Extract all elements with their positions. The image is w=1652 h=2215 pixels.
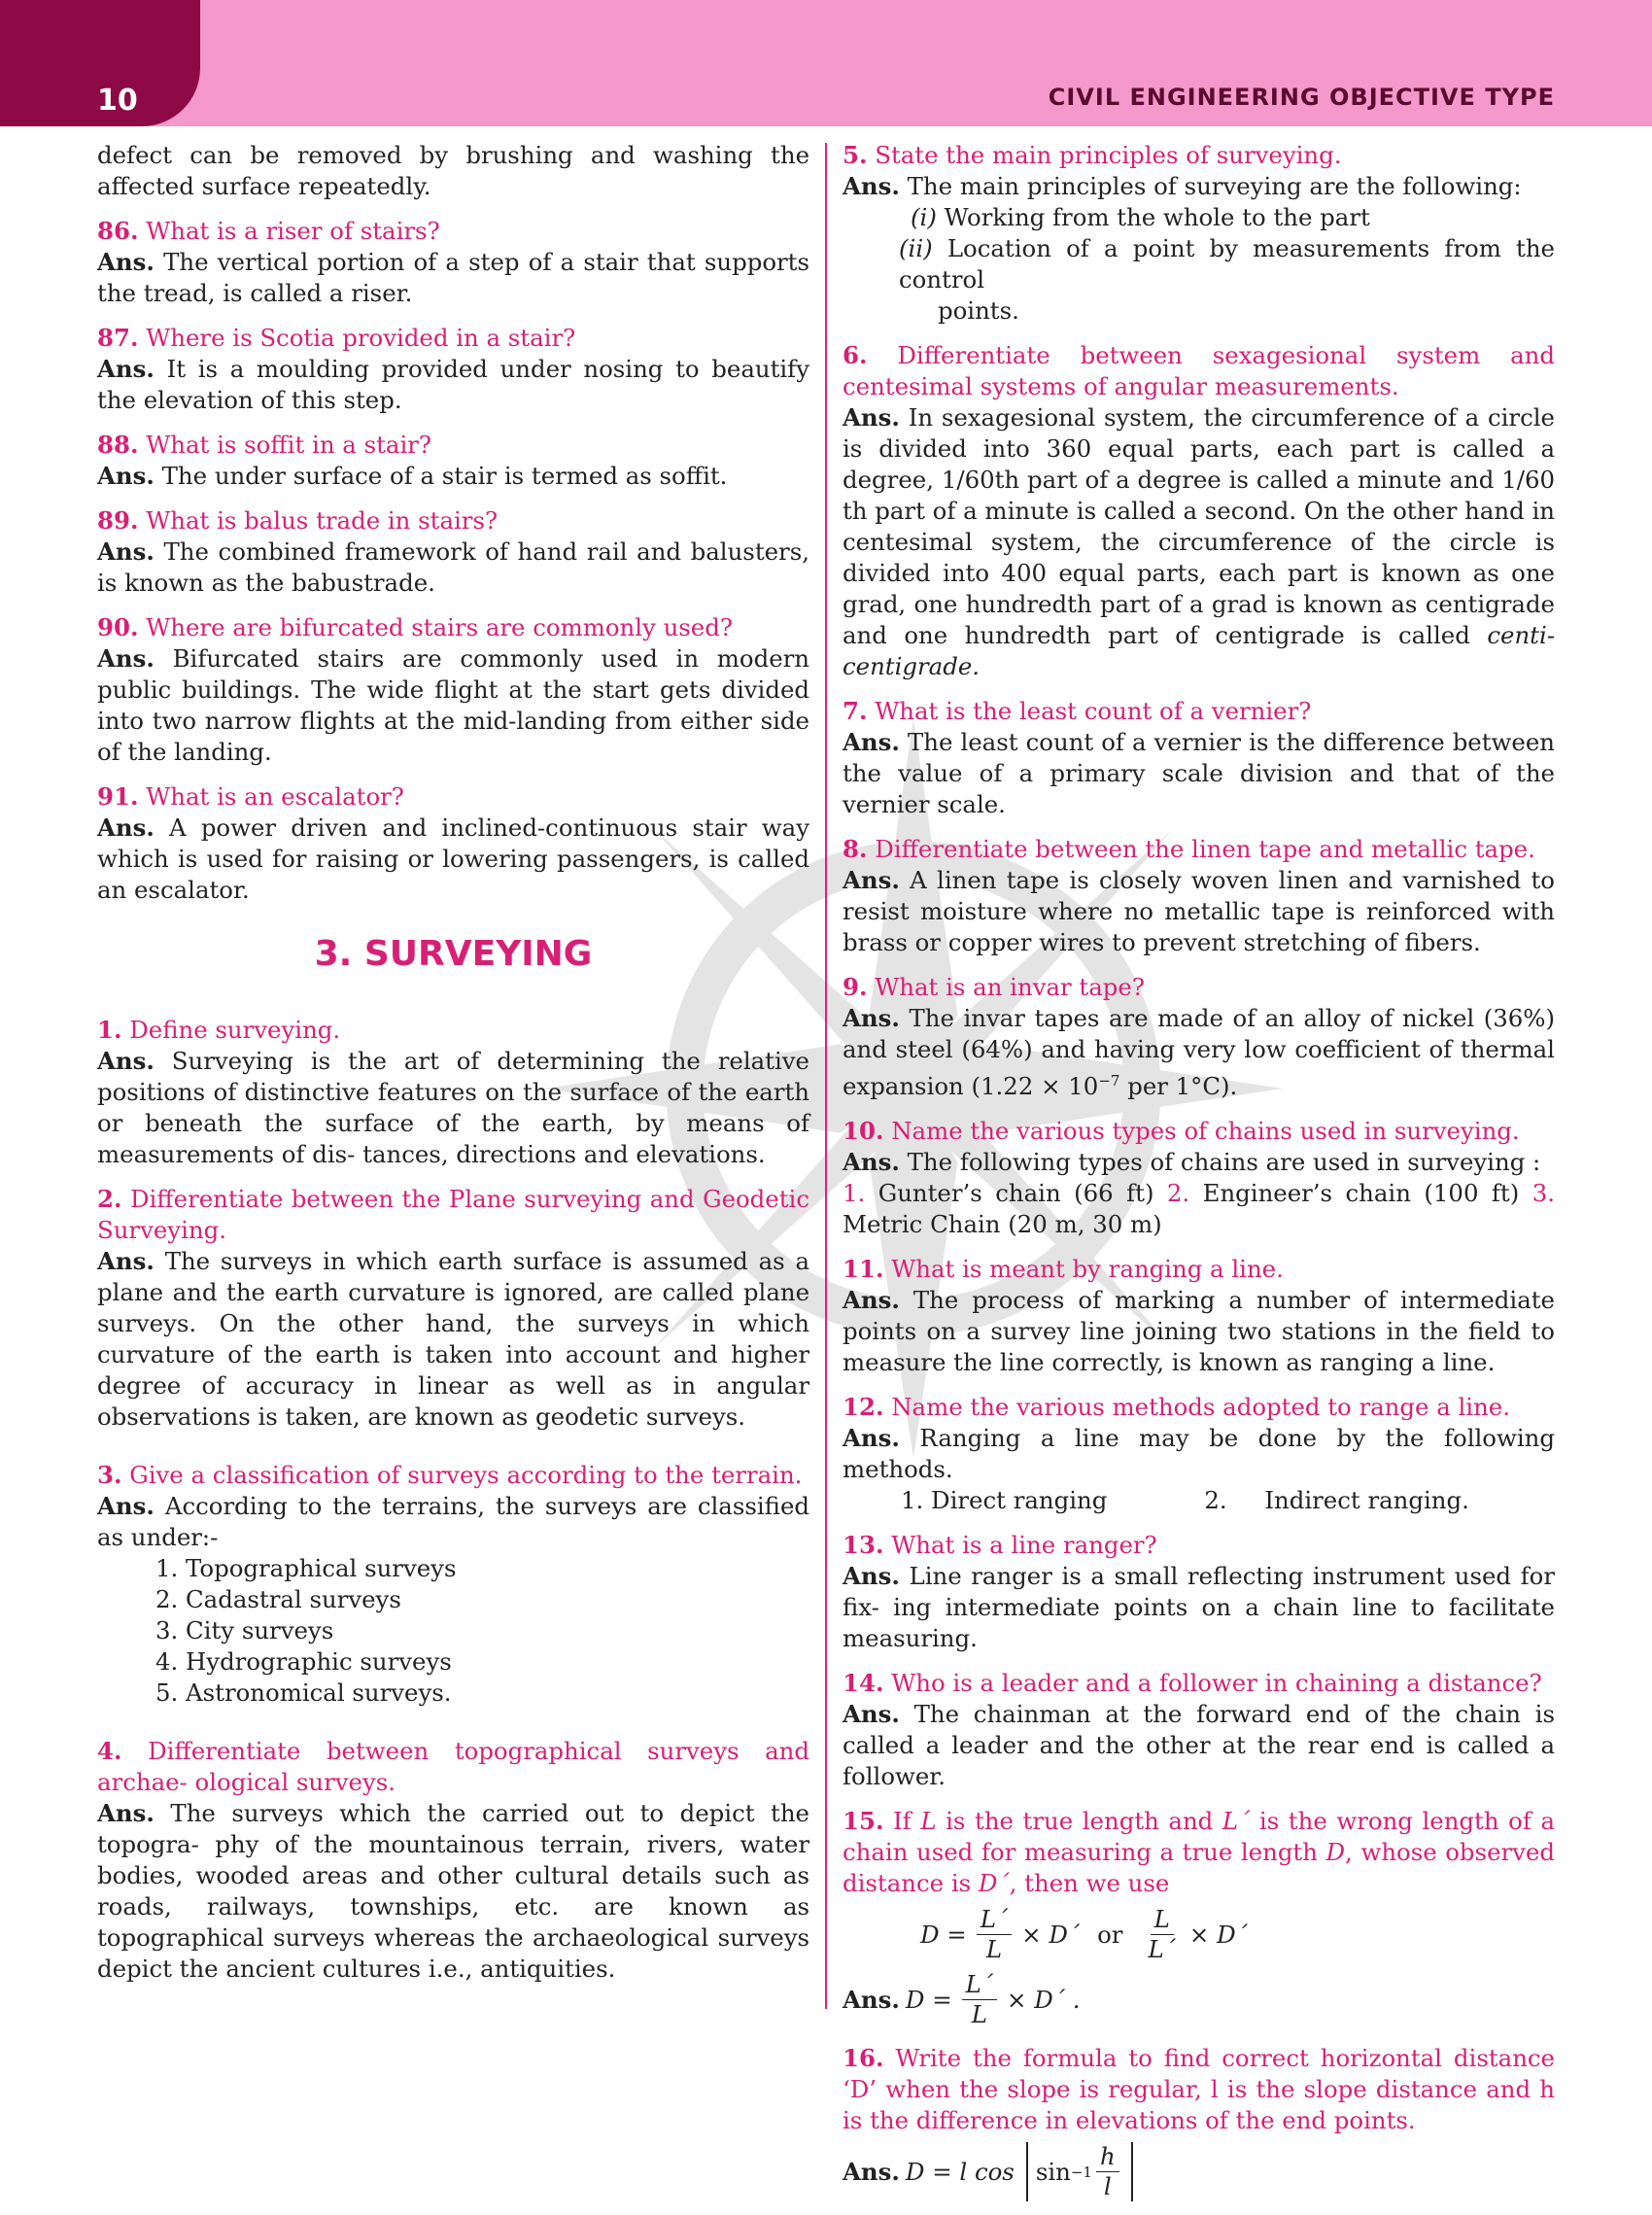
formula-tail: × D´	[1188, 1920, 1248, 1949]
qa-survey-7	[843, 696, 1555, 820]
list-item: 5. Astronomical surveys.	[155, 1679, 452, 1707]
math-symbol: L´	[1222, 1807, 1251, 1836]
answer-formula	[843, 2142, 1555, 2201]
answer-text: A linen tape is closely woven linen and varnished to resist moisture where no metallic tape is reinforced with brass or copper wires to prevent stretching of fibers.	[843, 866, 1555, 956]
math-symbol: D	[1325, 1838, 1346, 1867]
question-number: 10.	[843, 1117, 884, 1146]
question-number: 9.	[843, 973, 868, 1001]
question	[97, 781, 809, 813]
numerator: L	[1151, 1905, 1174, 1935]
answer	[97, 247, 809, 309]
method-item: 2. Indirect ranging.	[1204, 1486, 1469, 1515]
question-text: Differentiate between sexagesional system and centesimal systems of angular measurements.	[843, 341, 1555, 400]
question-number: 2.	[97, 1185, 122, 1213]
question	[97, 1015, 809, 1046]
answer	[843, 1147, 1555, 1178]
answer-text: The main principles of surveying are the following:	[907, 172, 1522, 200]
question-text: What is an escalator?	[146, 782, 404, 811]
formula-tail: × D´	[1021, 1920, 1081, 1949]
answer-label: Ans.	[97, 644, 155, 673]
principle-text: Location of a point by measurements from the control	[899, 234, 1555, 294]
page-number: 10	[97, 84, 138, 118]
question-text: What is a riser of stairs?	[146, 217, 440, 245]
principle-text: Working from the whole to the part	[944, 203, 1370, 231]
answer-text: The surveys in which earth surface is assumed as a plane and the earth curvature is ignored, are called plane surveys. On the other hand, the surveys in which curvature of the earth is taken into account and higher degree of accuracy in linear as well as in angular observations is taken, are known as geodetic surveys.	[97, 1247, 809, 1431]
question-number: 91.	[97, 782, 139, 811]
question-number: 12.	[843, 1393, 884, 1422]
question-text: What is an invar tape?	[875, 973, 1145, 1001]
question-text: State the main principles of surveying.	[875, 141, 1342, 169]
answer-text: In sexagesional system, the circumference of a circle is divided into 360 equal parts, each part is called a degree, 1/60th part of a degree is called a minute and 1/60 th part of a minute is called a second. On the other hand in centesimal system, the circumference of the circle is divided into 400 equal parts, each part is known as one grad, one hundredth part of a grad is known as centigrade and one hundredth part of centigrade is called	[843, 403, 1555, 649]
question-text: Name the various types of chains used in surveying.	[891, 1117, 1520, 1146]
formula-tail: × D´ .	[1007, 1985, 1081, 2014]
principle-label: (ii)	[899, 234, 933, 262]
answer-label: Ans.	[97, 537, 155, 566]
answer-label: Ans.	[843, 1286, 900, 1315]
answer	[97, 1798, 809, 1985]
answer-text: The following types of chains are used in surveying :	[907, 1148, 1541, 1177]
answer-label: Ans.	[843, 1985, 900, 2014]
question-text: What is balus trade in stairs?	[146, 506, 499, 535]
qa-survey-5	[843, 140, 1555, 327]
question	[843, 1254, 1555, 1285]
answer-label: Ans.	[843, 728, 900, 756]
question-number: 3.	[97, 1461, 122, 1489]
qa-survey-12	[843, 1392, 1555, 1516]
question-text: Define surveying.	[129, 1016, 341, 1044]
denominator: L	[971, 2000, 987, 2029]
question-text: Write the formula to find correct horizontal distance ‘D’ when the slope is regular, l is the slope distance and h is the difference in elevations of the end points.	[843, 2044, 1555, 2135]
question-text: , then we use	[1009, 1869, 1170, 1898]
question-text: Differentiate between the linen tape and metallic tape.	[875, 835, 1535, 863]
qa-86	[97, 216, 809, 309]
answer-label: Ans.	[843, 403, 900, 432]
question	[843, 1116, 1555, 1147]
question-text: is the true length and	[936, 1807, 1222, 1836]
qa-survey-15	[843, 1806, 1555, 2029]
answer-label: Ans.	[843, 172, 900, 200]
question-number: 88.	[97, 431, 139, 459]
intro-paragraph	[97, 140, 809, 202]
formula-lhs: D =	[905, 1985, 952, 2014]
answer	[843, 727, 1555, 820]
chain-number: 2.	[1166, 1179, 1190, 1208]
question	[97, 1736, 809, 1798]
exponent: −7	[1098, 1072, 1120, 1090]
qa-survey-13	[843, 1530, 1555, 1654]
answer	[843, 402, 1555, 682]
answer-text-end: per 1°C).	[1119, 1072, 1238, 1101]
answer-text: The combined framework of hand rail and balusters, is known as the babustrade.	[97, 537, 809, 597]
answer-text: Bifurcated stairs are commonly used in modern public buildings. The wide flight at the start gets divided into two narrow flights at the mid-landing from either side of the landing.	[97, 644, 809, 766]
chain-number: 1.	[843, 1179, 866, 1208]
answer	[843, 1561, 1555, 1654]
principle-2	[843, 233, 1555, 295]
answer-text: It is a moulding provided under nosing to beautify the elevation of this step.	[97, 355, 809, 414]
answer-text: Surveying is the art of determining the relative positions of distinctive features on the surface of the earth or beneath the surface of the earth, by means of measurements of dis- tances, directions and elevations.	[97, 1047, 809, 1168]
question	[843, 1530, 1555, 1561]
answer	[843, 1285, 1555, 1378]
question	[843, 1668, 1555, 1699]
answer-label: Ans.	[843, 1700, 900, 1729]
answer	[97, 1046, 809, 1170]
question	[97, 505, 809, 536]
denominator: L´	[1148, 1935, 1176, 1964]
qa-87	[97, 323, 809, 416]
list-item: 4. Hydrographic surveys	[155, 1647, 452, 1676]
question-number: 14.	[843, 1669, 884, 1698]
question-text: What is soffit in a stair?	[146, 431, 431, 459]
answer	[843, 1699, 1555, 1792]
chain-type: Metric Chain (20 m, 30 m)	[843, 1210, 1162, 1239]
numerator: L´	[962, 1970, 997, 2000]
answer-label: Ans.	[97, 1047, 155, 1075]
qa-survey-1	[97, 1015, 809, 1170]
answer	[97, 461, 809, 492]
question	[843, 1806, 1555, 1899]
math-symbol: D´	[978, 1869, 1010, 1898]
answer-label: Ans.	[97, 462, 155, 490]
qa-survey-3	[97, 1460, 809, 1709]
question-text: Where is Scotia provided in a stair?	[146, 324, 576, 352]
question	[97, 430, 809, 461]
question-number: 5.	[843, 141, 868, 169]
qa-91	[97, 781, 809, 906]
question	[843, 972, 1555, 1003]
principle-2-cont	[843, 295, 1555, 327]
qa-survey-8	[843, 834, 1555, 958]
qa-88	[97, 430, 809, 492]
answer	[97, 354, 809, 416]
question	[843, 140, 1555, 171]
list-item: 1. Topographical surveys	[155, 1554, 457, 1582]
question-text: If	[893, 1807, 921, 1836]
chain-type: Engineer’s chain (100 ft)	[1189, 1179, 1532, 1208]
answer-text: A power driven and inclined-continuous stair way which is used for raising or lowering passengers, is called an escalator.	[97, 813, 809, 904]
list-item: 2. Cadastral surveys	[155, 1585, 401, 1613]
answer-label: Ans.	[97, 1247, 155, 1275]
sin-function: sin	[1035, 2157, 1071, 2186]
answer-label: Ans.	[843, 1004, 900, 1032]
question-number: 7.	[843, 697, 868, 725]
formula-options	[843, 1905, 1555, 1964]
question	[843, 1392, 1555, 1423]
question	[843, 340, 1555, 402]
question-number: 15.	[843, 1807, 884, 1836]
question-text: What is meant by ranging a line.	[891, 1255, 1284, 1284]
question-text: Differentiate between topographical surveys and archae- ological surveys.	[97, 1737, 809, 1796]
answer	[97, 1491, 809, 1553]
answer-label: Ans.	[843, 1424, 900, 1453]
formula-or: or	[1097, 1920, 1123, 1949]
answer	[97, 536, 809, 599]
question	[97, 1460, 809, 1491]
section-title: 3. SURVEYING	[314, 934, 593, 974]
question-text: What is a line ranger?	[891, 1531, 1157, 1560]
answer-text: According to the terrains, the surveys are classified as under:-	[97, 1492, 809, 1551]
numerator: h	[1096, 2142, 1119, 2172]
answer-label: Ans.	[97, 248, 155, 276]
question	[97, 612, 809, 643]
question-text: Where are bifurcated stairs are commonly used?	[146, 613, 733, 641]
answer-text: The under surface of a stair is termed as soffit.	[161, 462, 728, 490]
answer	[97, 813, 809, 906]
question-number: 6.	[843, 341, 868, 369]
question	[97, 323, 809, 354]
answer	[843, 1423, 1555, 1485]
principle-text-cont: points.	[938, 296, 1019, 325]
qa-89	[97, 505, 809, 599]
denominator: L	[985, 1935, 1003, 1964]
qa-survey-16	[843, 2043, 1555, 2201]
chain-type: Gunter’s chain (66 ft)	[865, 1179, 1167, 1208]
answer-label: Ans.	[97, 1492, 155, 1520]
qa-survey-10	[843, 1116, 1555, 1240]
answer	[843, 171, 1555, 202]
math-symbol: L	[920, 1807, 937, 1836]
chain-types	[843, 1178, 1555, 1240]
question-number: 16.	[843, 2044, 884, 2073]
answer-formula	[843, 1970, 1555, 2029]
fraction	[977, 1905, 1012, 1964]
method-item: 1. Direct ranging	[901, 1486, 1108, 1515]
qa-survey-4	[97, 1736, 809, 1985]
answer-text: Line ranger is a small reflecting instrument used for fix- ing intermediate points on a chain line to facilitate measuring.	[843, 1562, 1555, 1653]
fraction	[962, 1970, 997, 2029]
question	[843, 2043, 1555, 2136]
answer-text: Ranging a line may be done by the following methods.	[843, 1424, 1555, 1484]
answer-label: Ans.	[843, 866, 900, 894]
fraction	[1144, 1905, 1179, 1964]
answer-text: The chainman at the forward end of the chain is called a leader and the other at the rear end is called a follower.	[843, 1700, 1555, 1791]
answer-label: Ans.	[97, 355, 155, 383]
question-text: is the wrong length of a chain used for measuring a true length	[843, 1807, 1555, 1867]
answer-label: Ans.	[97, 813, 155, 842]
question-number: 13.	[843, 1531, 884, 1560]
denominator: l	[1103, 2172, 1112, 2201]
question-text: Give a classification of surveys according to the terrain.	[129, 1461, 803, 1489]
formula-lhs: D =	[920, 1920, 967, 1949]
running-title: CIVIL ENGINEERING OBJECTIVE TYPE	[1048, 84, 1555, 111]
list-item: 3. City surveys	[155, 1616, 334, 1644]
ranging-methods	[843, 1485, 1555, 1516]
right-column	[843, 140, 1555, 2215]
answer-label: Ans.	[843, 1148, 900, 1177]
fraction	[1096, 2142, 1119, 2201]
answer-text: The process of marking a number of intermediate points on a survey line joining two stations in the field to measure the line correctly, is known as ranging a line.	[843, 1286, 1555, 1377]
question-number: 87.	[97, 324, 139, 352]
question-number: 86.	[97, 217, 139, 245]
answer	[97, 1246, 809, 1433]
question-text: , whose observed distance is	[843, 1838, 1555, 1898]
terrain-survey-list	[97, 1553, 809, 1709]
answer-text: The surveys which the carried out to depict the topogra- phy of the mountainous terrain, rivers, water bodies, wooded areas and other cultural details such as roads, railways, townships, etc. are known as topographical surveys whereas the archaeological surveys depict the ancient cultures i.e., antiquities.	[97, 1799, 809, 1983]
answer-text: The least count of a vernier is the difference between the value of a primary scale division and that of the vernier scale.	[843, 728, 1555, 818]
question-number: 90.	[97, 613, 139, 641]
question-text: Differentiate between the Plane surveying and Geodetic Surveying.	[97, 1185, 809, 1244]
qa-survey-11	[843, 1254, 1555, 1378]
answer-text: The vertical portion of a step of a stair that supports the tread, is called a riser.	[97, 248, 809, 307]
question-number: 11.	[843, 1255, 884, 1284]
qa-survey-2	[97, 1184, 809, 1433]
question-text: Name the various methods adopted to range a line.	[891, 1393, 1510, 1422]
intro-text: defect can be removed by brushing and washing the affected surface repeatedly.	[97, 141, 809, 200]
answer	[97, 643, 809, 768]
answer-label: Ans.	[843, 2157, 900, 2186]
question-text: Who is a leader and a follower in chaining a distance?	[891, 1669, 1542, 1698]
answer-label: Ans.	[97, 1799, 155, 1827]
qa-90	[97, 612, 809, 768]
qa-survey-14	[843, 1668, 1555, 1792]
question-number: 89.	[97, 506, 139, 535]
answer	[843, 865, 1555, 958]
column-divider	[825, 143, 827, 2009]
question	[843, 834, 1555, 865]
question	[97, 1184, 809, 1246]
answer-text: The invar tapes are made of an alloy of nickel (36%) and steel (64%) and having very low coefficient of thermal expansion (1.22 × 10	[843, 1004, 1555, 1101]
question-number: 1.	[97, 1016, 122, 1044]
question	[843, 696, 1555, 727]
question	[97, 216, 809, 247]
formula-lhs: D = l cos	[905, 2157, 1015, 2186]
principle-1	[843, 202, 1555, 233]
qa-survey-9	[843, 972, 1555, 1102]
exponent: −1	[1070, 2163, 1092, 2181]
numerator: L´	[977, 1905, 1012, 1935]
chain-number: 3.	[1532, 1179, 1555, 1208]
bracket-expression	[1026, 2142, 1133, 2201]
left-column	[97, 140, 809, 1998]
answer	[843, 1003, 1555, 1102]
principle-label: (i)	[911, 203, 937, 231]
question-number: 4.	[97, 1737, 122, 1765]
answer-italic: centi-centigrade.	[843, 621, 1555, 680]
question-text: What is the least count of a vernier?	[875, 697, 1312, 725]
question-number: 8.	[843, 835, 868, 863]
answer-label: Ans.	[843, 1562, 900, 1591]
qa-survey-6	[843, 340, 1555, 682]
